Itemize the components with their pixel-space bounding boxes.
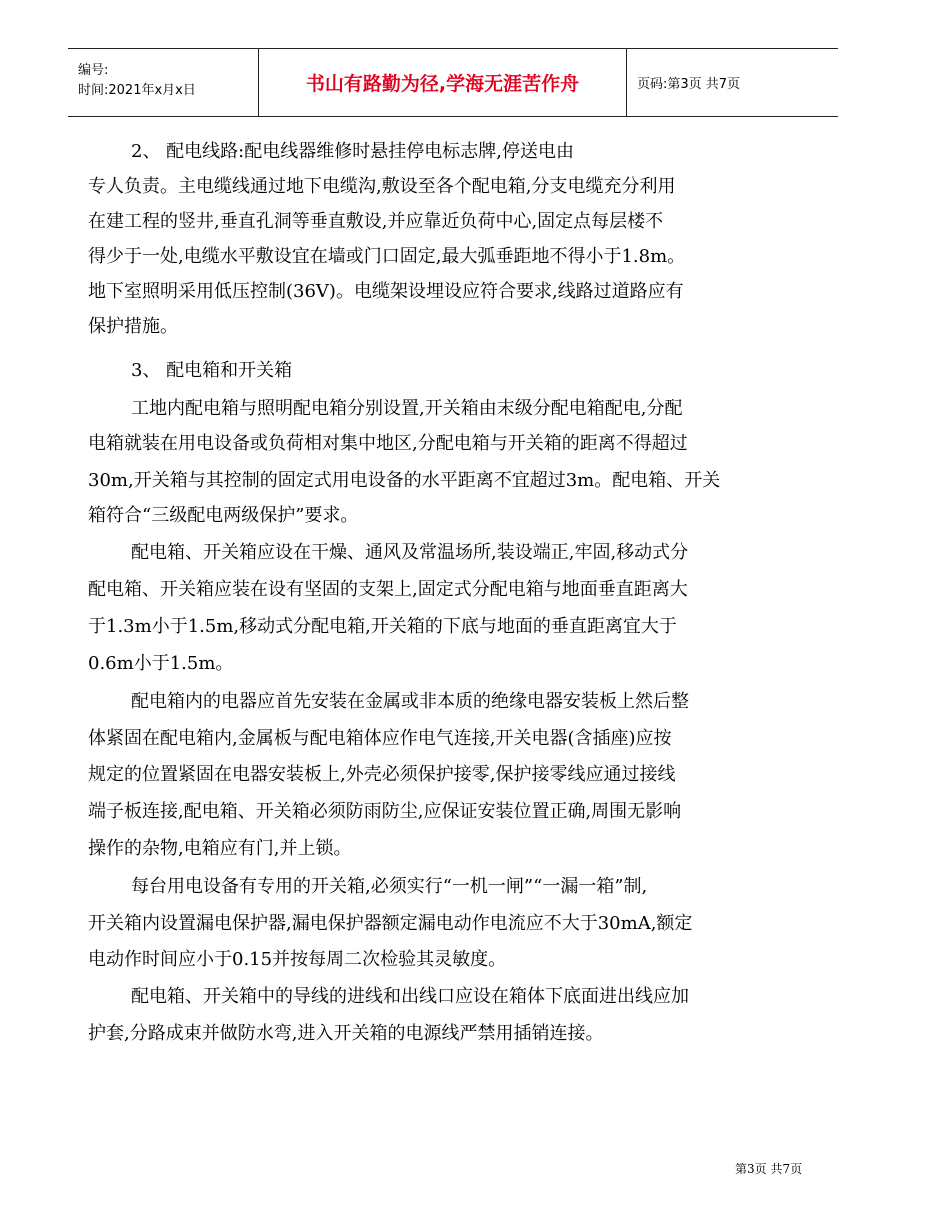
document-number-label: 编号:: [78, 63, 109, 78]
body-line: 专人负责。主电缆线通过地下电缆沟,敷设至各个配电箱,分支电缆充分利用: [88, 176, 676, 197]
header-page-info: 页码:第3页 共7页: [637, 77, 741, 92]
body-line: 箱符合“三级配电两级保护”要求。: [88, 505, 359, 526]
body-line: 护套,分路成束并做防水弯,进入开关箱的电源线严禁用插销连接。: [88, 1023, 604, 1044]
body-line: 操作的杂物,电箱应有门,并上锁。: [88, 838, 352, 859]
page-header: [68, 48, 838, 117]
body-line: 在建工程的竖井,垂直孔洞等垂直敷设,并应靠近负荷中心,固定点每层楼不: [88, 211, 664, 232]
body-line: 配电箱内的电器应首先安装在金属或非本质的绝缘电器安装板上然后整: [131, 691, 689, 712]
body-line: 配电箱、开关箱应设在干燥、通风及常温场所,装设端正,牢固,移动式分: [131, 542, 689, 563]
body-line: 30m,开关箱与其控制的固定式用电设备的水平距离不宜超过3m。配电箱、开关: [88, 470, 721, 491]
document-time-label: 时间:2021年x月x日: [78, 83, 196, 98]
body-line: 0.6m小于1.5m。: [88, 653, 234, 674]
body-line: 规定的位置紧固在电器安装板上,外壳必须保护接零,保护接零线应通过接线: [88, 764, 676, 785]
body-line: 工地内配电箱与照明配电箱分别设置,开关箱由末级分配电箱配电,分配: [131, 398, 683, 419]
body-line: 配电箱、开关箱中的导线的进线和出线口应设在箱体下底面进出线应加: [131, 986, 689, 1007]
body-line: 保护措施。: [88, 316, 178, 337]
body-line: 电箱就装在用电设备或负荷相对集中地区,分配电箱与开关箱的距离不得超过: [88, 433, 688, 454]
section-heading: 3、 配电箱和开关箱: [131, 360, 293, 381]
body-line: 得少于一处,电缆水平敷设宜在墙或门口固定,最大弧垂距地不得小于1.8m。: [88, 246, 686, 267]
body-line: 地下室照明采用低压控制(36V)。电缆架设埋设应符合要求,线路过道路应有: [88, 281, 684, 302]
body-line: 电动作时间应小于0.15并按每周二次检验其灵敏度。: [88, 949, 507, 970]
header-motto: 书山有路勤为径,学海无涯苦作舟: [259, 49, 627, 116]
body-line: 开关箱内设置漏电保护器,漏电保护器额定漏电动作电流应不大于30mA,额定: [88, 913, 693, 934]
page-footer: 第3页 共7页: [735, 1162, 803, 1176]
body-line: 于1.3m小于1.5m,移动式分配电箱,开关箱的下底与地面的垂直距离宜大于: [88, 616, 677, 637]
body-line: 2、 配电线路:配电线器维修时悬挂停电标志牌,停送电由: [131, 141, 574, 162]
body-line: 每台用电设备有专用的开关箱,必须实行“一机一闸”“一漏一箱”制,: [131, 876, 648, 897]
header-meta: [68, 49, 259, 116]
body-line: 端子板连接,配电箱、开关箱必须防雨防尘,应保证安装位置正确,周围无影响: [88, 801, 682, 822]
body-line: 配电箱、开关箱应装在设有坚固的支架上,固定式分配电箱与地面垂直距离大: [88, 579, 688, 600]
body-line: 体紧固在配电箱内,金属板与配电箱体应作电气连接,开关电器(含插座)应按: [88, 728, 672, 749]
